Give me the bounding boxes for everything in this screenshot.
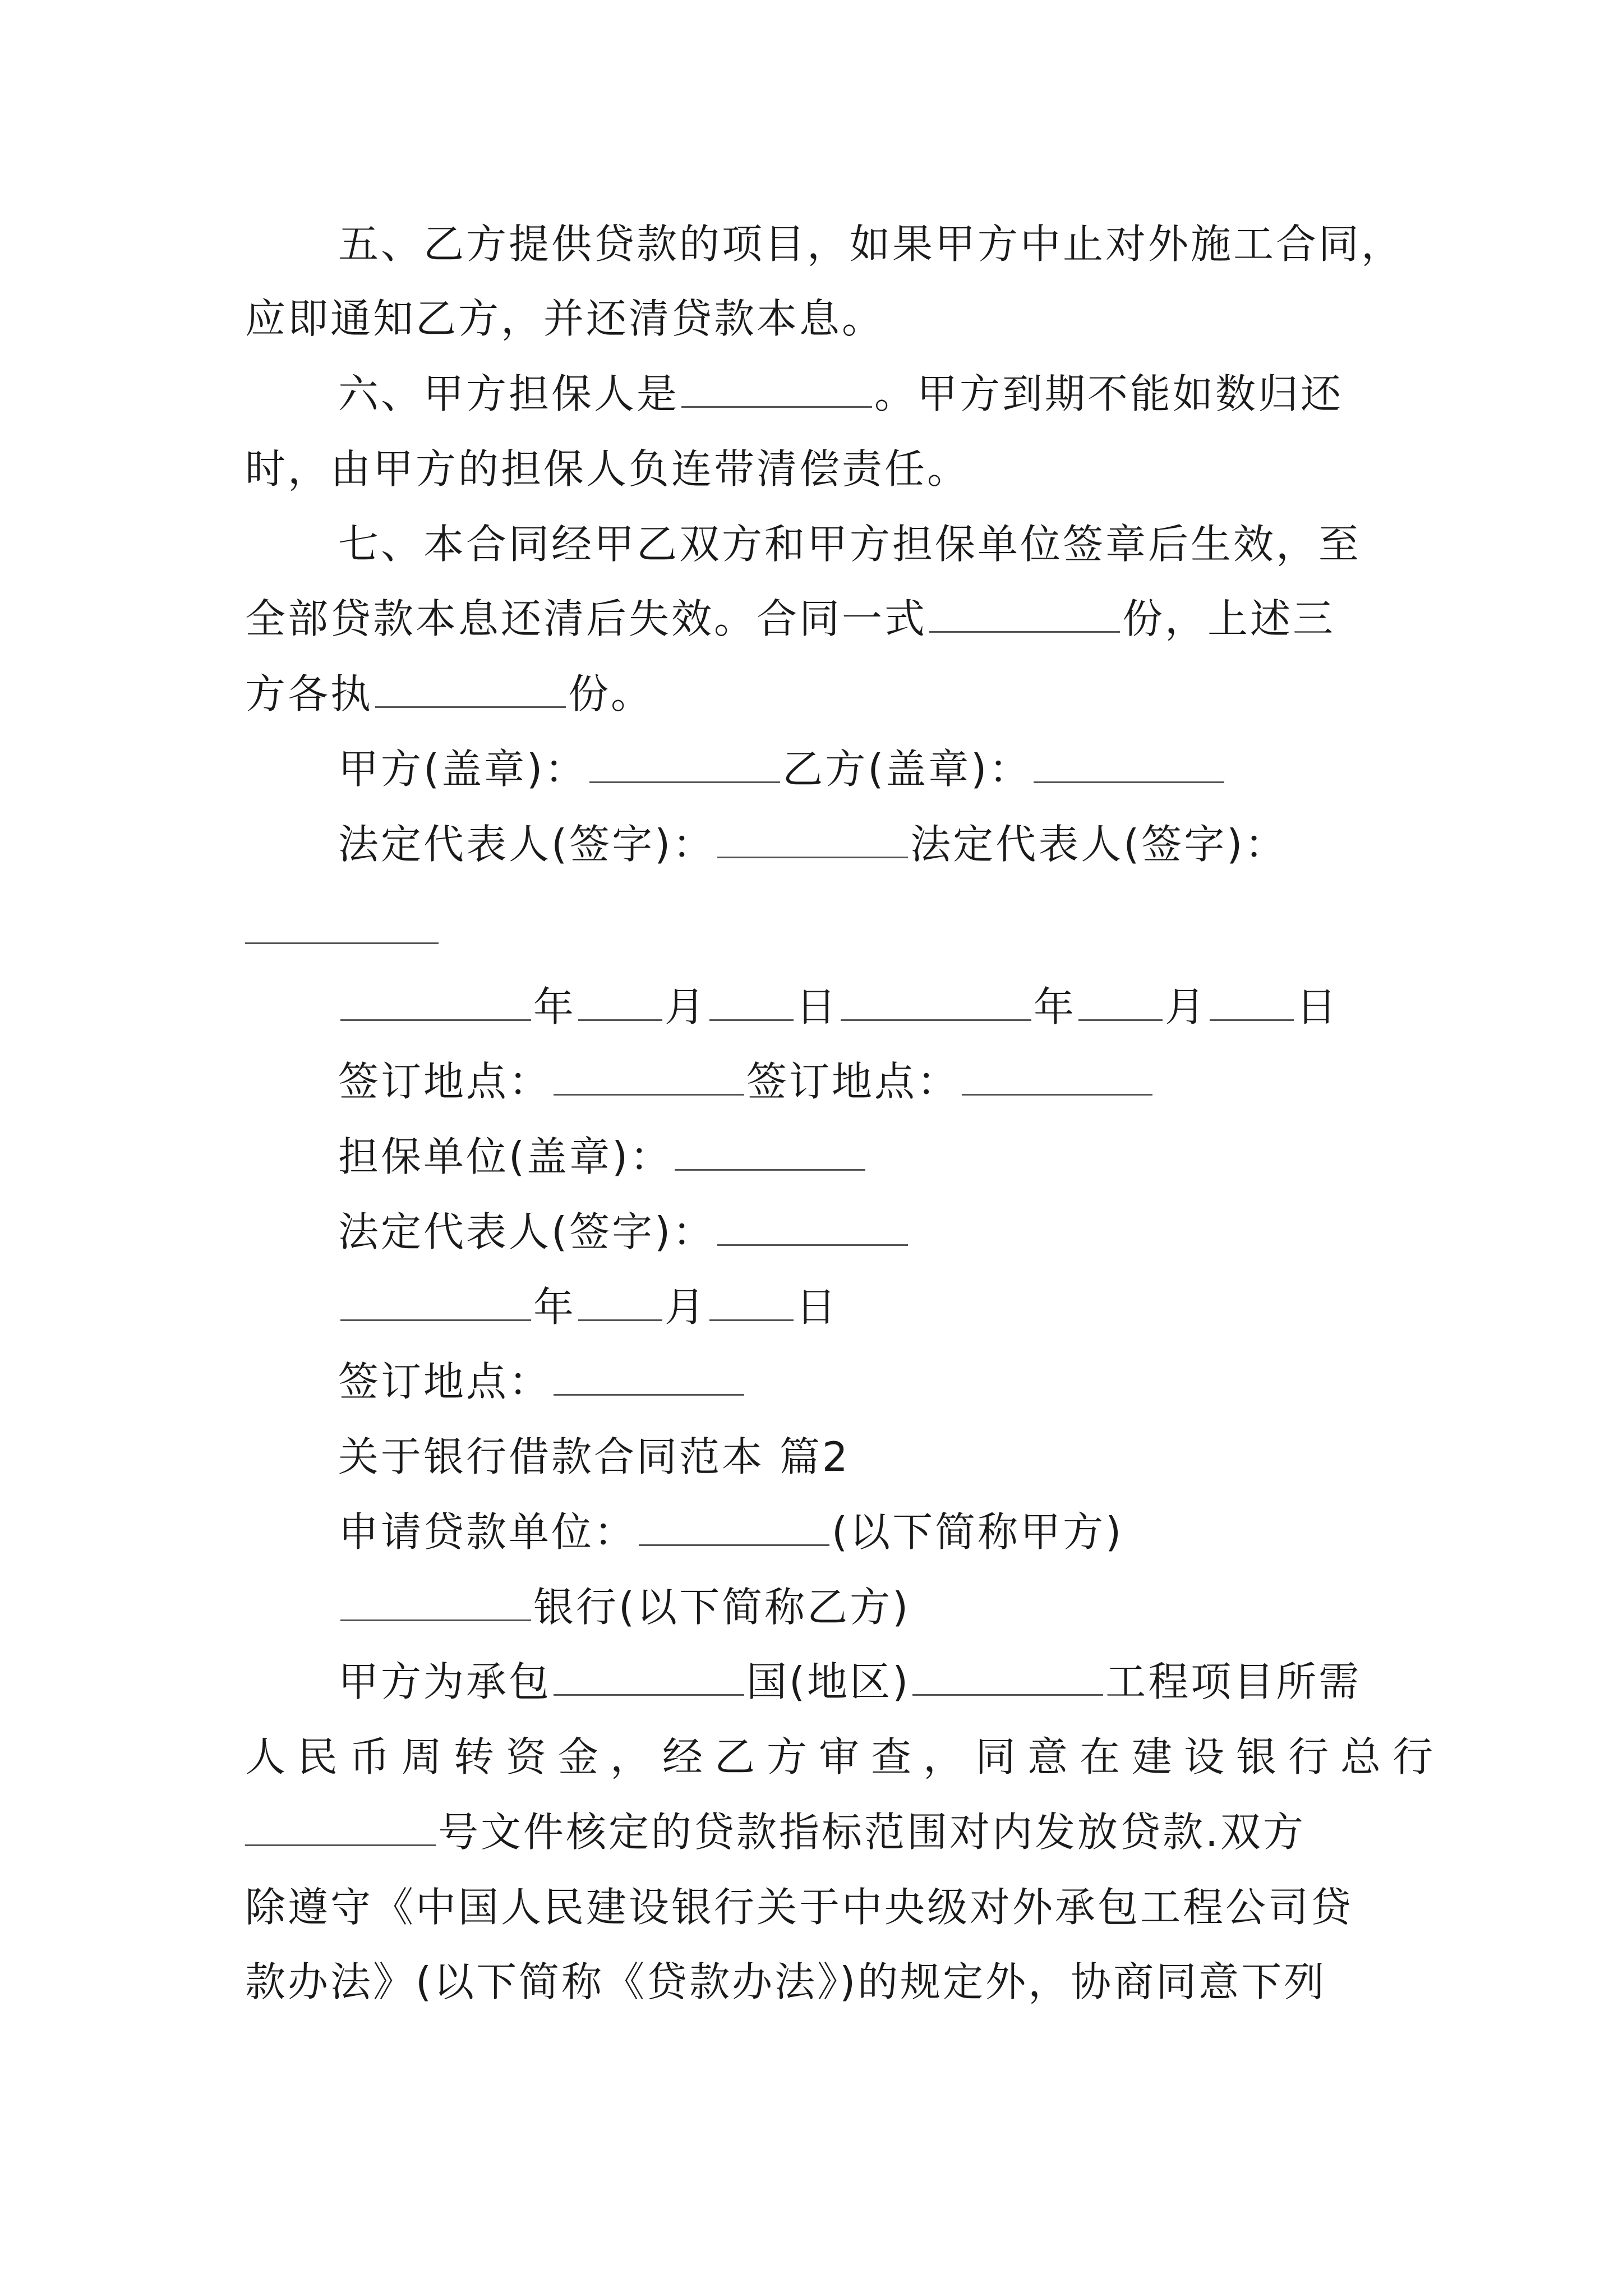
- text: 号文件核定的贷款指标范围对内发放贷款.双方: [438, 1809, 1306, 1856]
- section-title: [0, 1429, 1623, 1485]
- party-b-seal-blank[interactable]: [1034, 742, 1224, 783]
- guarantor-year-blank[interactable]: [340, 1280, 531, 1321]
- day-label: 日: [796, 1283, 839, 1331]
- applicant-label: 申请贷款单位：: [338, 1508, 637, 1556]
- section-heading: 关于银行借款合同范本 篇2: [338, 1433, 850, 1480]
- day-label: 日: [796, 983, 839, 1030]
- guarantor-date-line: [0, 1279, 1623, 1335]
- guarantor-seal-label: 担保单位(盖章)：: [338, 1133, 673, 1180]
- guarantor-place-blank[interactable]: [554, 1355, 744, 1396]
- body-line-1: [0, 1654, 1623, 1710]
- date-line: [0, 979, 1623, 1035]
- body-line-2: [0, 1729, 1623, 1785]
- document-number-blank[interactable]: [245, 1805, 436, 1846]
- body-line-3: [0, 1804, 1623, 1860]
- text: 方各执: [245, 670, 374, 717]
- guarantor-seal-line: [0, 1129, 1623, 1185]
- party-b-place-blank[interactable]: [962, 1055, 1152, 1096]
- text: 五、乙方提供贷款的项目，如果甲方中止对外施工合同，: [338, 220, 1404, 268]
- party-b-year-blank[interactable]: [841, 980, 1031, 1021]
- copies-each-blank[interactable]: [375, 667, 566, 708]
- text: 国(地区): [746, 1658, 911, 1705]
- applicant-line: [0, 1504, 1623, 1560]
- party-b-month-blank[interactable]: [1078, 980, 1163, 1021]
- party-a-place-blank[interactable]: [554, 1055, 744, 1096]
- body-line-5: [0, 1954, 1623, 2010]
- applicant-note: (以下简称甲方): [832, 1508, 1124, 1556]
- text: 甲方为承包: [338, 1658, 552, 1705]
- copies-blank[interactable]: [929, 592, 1120, 633]
- text: 人民币周转资金，经乙方审查，同意在建设银行总行: [245, 1733, 1445, 1780]
- paragraph-6-line-2: [0, 441, 1623, 497]
- guarantor-month-blank[interactable]: [578, 1280, 662, 1321]
- party-b-seal-label: 乙方(盖章)：: [782, 746, 1032, 793]
- guarantor-place-label: 签订地点：: [338, 1358, 552, 1405]
- year-label: 年: [533, 983, 577, 1030]
- country-blank[interactable]: [554, 1655, 744, 1696]
- paragraph-7-line-2: [0, 591, 1623, 647]
- seal-line: [0, 741, 1623, 797]
- text: 应即通知乙方，并还清贷款本息。: [245, 295, 885, 342]
- bank-line: [0, 1579, 1623, 1635]
- text: 款办法》(以下简称《贷款办法》)的规定外，协商同意下列: [245, 1958, 1327, 2005]
- guarantor-place-line: [0, 1354, 1623, 1410]
- text: 全部贷款本息还清后失效。合同一式: [245, 595, 928, 642]
- guarantor-blank[interactable]: [681, 367, 872, 408]
- guarantor-rep-blank[interactable]: [717, 1205, 908, 1246]
- party-b-rep-blank[interactable]: [245, 942, 439, 944]
- body-line-4: [0, 1879, 1623, 1935]
- party-a-month-blank[interactable]: [578, 980, 662, 1021]
- paragraph-7-line-3: [0, 666, 1623, 722]
- text: 份。: [568, 670, 654, 717]
- party-a-place-label: 签订地点：: [338, 1058, 552, 1105]
- party-b-rep-label: 法定代表人(签字)：: [910, 821, 1288, 868]
- text: 时，由甲方的担保人负连带清偿责任。: [245, 445, 970, 493]
- text: 份，上述三: [1122, 595, 1336, 642]
- party-b-day-blank[interactable]: [1210, 980, 1294, 1021]
- year-label: 年: [533, 1283, 577, 1331]
- bank-label: 银行(以下简称乙方): [533, 1584, 911, 1631]
- day-label: 日: [1296, 983, 1339, 1030]
- bank-blank[interactable]: [340, 1580, 531, 1621]
- signing-place-line: [0, 1053, 1623, 1110]
- party-a-rep-label: 法定代表人(签字)：: [338, 821, 716, 868]
- text: 除遵守《中国人民建设银行关于中央级对外承包工程公司贷: [245, 1884, 1354, 1931]
- guarantor-day-blank[interactable]: [709, 1280, 794, 1321]
- paragraph-5-line-2: [0, 291, 1623, 347]
- guarantor-rep-label: 法定代表人(签字)：: [338, 1208, 716, 1255]
- party-a-seal-blank[interactable]: [589, 742, 780, 783]
- party-a-rep-blank[interactable]: [717, 817, 908, 858]
- party-a-day-blank[interactable]: [709, 980, 794, 1021]
- paragraph-6-line-1: [0, 366, 1623, 422]
- paragraph-5-line-1: [0, 216, 1623, 272]
- year-label: 年: [1034, 983, 1077, 1030]
- text: 工程项目所需: [1105, 1658, 1362, 1705]
- text: 六、甲方担保人是: [338, 370, 680, 417]
- party-b-place-label: 签订地点：: [746, 1058, 960, 1105]
- paragraph-7-line-1: [0, 516, 1623, 572]
- party-a-seal-label: 甲方(盖章)：: [338, 746, 588, 793]
- month-label: 月: [665, 1283, 708, 1331]
- representative-line: [0, 816, 1623, 872]
- text: 。甲方到期不能如数归还: [874, 370, 1344, 417]
- month-label: 月: [1165, 983, 1208, 1030]
- month-label: 月: [665, 983, 708, 1030]
- guarantor-rep-line: [0, 1204, 1623, 1260]
- party-a-year-blank[interactable]: [340, 980, 531, 1021]
- project-blank[interactable]: [912, 1655, 1103, 1696]
- guarantor-seal-blank[interactable]: [675, 1130, 865, 1171]
- applicant-blank[interactable]: [639, 1505, 829, 1546]
- text: 七、本合同经甲乙双方和甲方担保单位签章后生效，至: [338, 521, 1362, 568]
